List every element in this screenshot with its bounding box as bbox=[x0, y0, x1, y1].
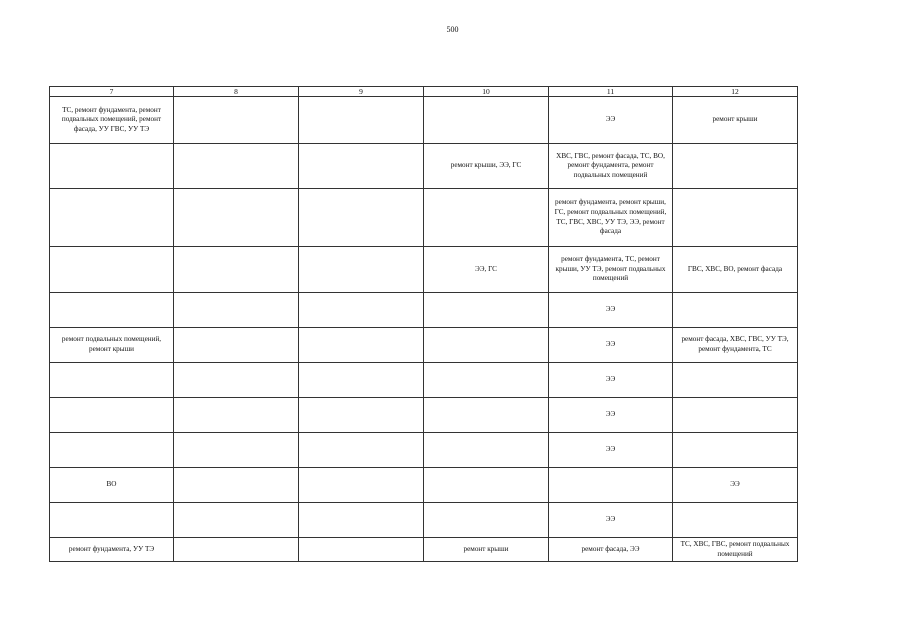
table-cell bbox=[50, 293, 174, 328]
table-cell bbox=[424, 328, 549, 363]
table-cell bbox=[673, 363, 798, 398]
table-cell: ТС, ХВС, ГВС, ремонт подвальных помещений bbox=[673, 538, 798, 562]
table-row bbox=[50, 293, 798, 328]
table-cell: ЭЭ bbox=[549, 433, 673, 468]
table-cell bbox=[299, 398, 424, 433]
table-cell bbox=[673, 293, 798, 328]
table-cell bbox=[424, 468, 549, 503]
table-cell: ТС, ремонт фундамента, ремонт подвальных помещений, ремонт фасада, УУ ГВС, УУ ТЭ bbox=[50, 97, 174, 144]
table-cell bbox=[50, 144, 174, 189]
table-cell bbox=[174, 144, 299, 189]
table-cell bbox=[424, 398, 549, 433]
table-cell: ремонт фундамента, ТС, ремонт крыши, УУ ТЭ, ремонт подвальных помещений bbox=[549, 247, 673, 293]
table-cell bbox=[299, 363, 424, 398]
table-cell bbox=[50, 398, 174, 433]
table-row bbox=[50, 503, 798, 538]
table-cell: ХВС, ГВС, ремонт фасада, ТС, ВО, ремонт фундамента, ремонт подвальных помещений bbox=[549, 144, 673, 189]
table-row bbox=[50, 328, 798, 363]
table-header-row bbox=[50, 87, 798, 97]
table-cell bbox=[673, 144, 798, 189]
table-cell: ремонт крыши bbox=[673, 97, 798, 144]
table-cell: ремонт фасада, ЭЭ bbox=[549, 538, 673, 562]
table-row bbox=[50, 398, 798, 433]
table-cell bbox=[174, 538, 299, 562]
column-header: 10 bbox=[424, 87, 549, 97]
table-row bbox=[50, 247, 798, 293]
table-cell bbox=[424, 97, 549, 144]
table-cell bbox=[174, 468, 299, 503]
table-row bbox=[50, 538, 798, 562]
table-cell bbox=[174, 503, 299, 538]
table-row bbox=[50, 189, 798, 247]
column-header: 7 bbox=[50, 87, 174, 97]
table-cell bbox=[424, 503, 549, 538]
table-cell: ЭЭ, ГС bbox=[424, 247, 549, 293]
table-cell bbox=[50, 433, 174, 468]
table-cell bbox=[50, 503, 174, 538]
table-cell bbox=[174, 398, 299, 433]
table-cell bbox=[174, 189, 299, 247]
table-cell: ВО bbox=[50, 468, 174, 503]
table-cell: ЭЭ bbox=[549, 97, 673, 144]
table-cell bbox=[299, 433, 424, 468]
table-cell bbox=[299, 97, 424, 144]
table-cell: ремонт фундамента, ремонт крыши, ГС, ремонт подвальных помещений, ТС, ГВС, ХВС, УУ ТЭ, ЭЭ, ремонт фасада bbox=[549, 189, 673, 247]
table-cell: ЭЭ bbox=[673, 468, 798, 503]
table-cell bbox=[673, 189, 798, 247]
table-cell bbox=[299, 293, 424, 328]
table-cell bbox=[424, 363, 549, 398]
table-cell: ГВС, ХВС, ВО, ремонт фасада bbox=[673, 247, 798, 293]
page-number: 500 bbox=[446, 25, 459, 34]
column-header: 8 bbox=[174, 87, 299, 97]
table-cell bbox=[299, 468, 424, 503]
table-cell: ЭЭ bbox=[549, 363, 673, 398]
table-cell: ЭЭ bbox=[549, 328, 673, 363]
table-cell bbox=[174, 293, 299, 328]
table-cell bbox=[299, 144, 424, 189]
column-header: 9 bbox=[299, 87, 424, 97]
table-cell: ЭЭ bbox=[549, 503, 673, 538]
table-cell: ремонт подвальных помещений, ремонт крыши bbox=[50, 328, 174, 363]
table-cell bbox=[50, 247, 174, 293]
table-cell: ЭЭ bbox=[549, 293, 673, 328]
table-row bbox=[50, 363, 798, 398]
table-cell: ремонт крыши bbox=[424, 538, 549, 562]
table-cell bbox=[673, 503, 798, 538]
works-table bbox=[49, 86, 798, 562]
table-row bbox=[50, 433, 798, 468]
table-row bbox=[50, 468, 798, 503]
table-row bbox=[50, 97, 798, 144]
table-cell bbox=[424, 433, 549, 468]
table-cell bbox=[174, 247, 299, 293]
table-cell bbox=[299, 189, 424, 247]
table-cell: ремонт фундамента, УУ ТЭ bbox=[50, 538, 174, 562]
table-cell bbox=[299, 503, 424, 538]
table-cell bbox=[673, 398, 798, 433]
table-cell bbox=[299, 538, 424, 562]
table-cell bbox=[424, 189, 549, 247]
table-cell bbox=[174, 363, 299, 398]
table-cell bbox=[50, 363, 174, 398]
table-cell: ЭЭ bbox=[549, 398, 673, 433]
table-cell bbox=[549, 468, 673, 503]
table-cell: ремонт фасада, ХВС, ГВС, УУ ТЭ, ремонт фундамента, ТС bbox=[673, 328, 798, 363]
table-cell bbox=[174, 328, 299, 363]
table-cell bbox=[673, 433, 798, 468]
column-header: 11 bbox=[549, 87, 673, 97]
table-cell bbox=[299, 328, 424, 363]
table-cell bbox=[174, 97, 299, 144]
table-cell bbox=[424, 293, 549, 328]
table-row bbox=[50, 144, 798, 189]
table-cell: ремонт крыши, ЭЭ, ГС bbox=[424, 144, 549, 189]
table-cell bbox=[50, 189, 174, 247]
table-cell bbox=[174, 433, 299, 468]
table-cell bbox=[299, 247, 424, 293]
column-header: 12 bbox=[673, 87, 798, 97]
